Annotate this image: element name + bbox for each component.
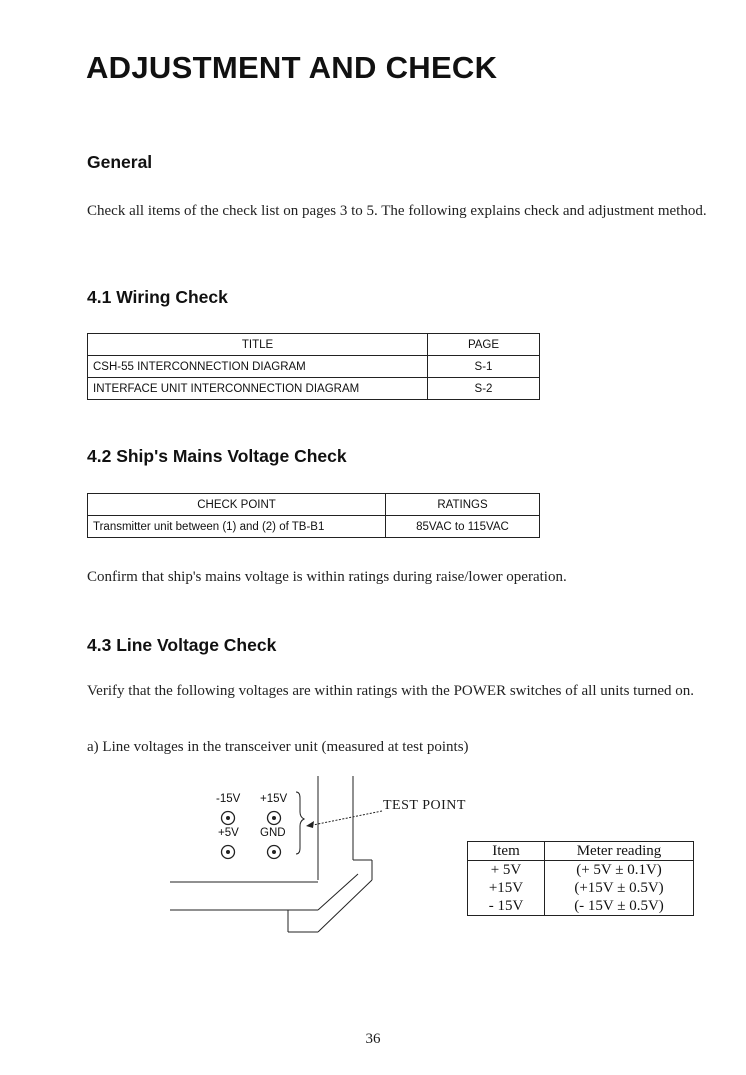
- table-cell: 85VAC to 115VAC: [386, 516, 540, 538]
- table-header-row: [468, 842, 694, 861]
- line-sub-paragraph: a) Line voltages in the transceiver unit (measured at test points): [87, 739, 469, 755]
- table-header-cell: PAGE: [428, 334, 540, 356]
- table-cell: (+ 5V ± 0.1V): [545, 861, 694, 880]
- table-cell: +15V: [468, 879, 545, 897]
- section-heading-line: 4.3 Line Voltage Check: [87, 635, 277, 655]
- table-header-cell: Item: [468, 842, 545, 861]
- mains-note: Confirm that ship's mains voltage is within ratings during raise/lower operation.: [87, 569, 567, 585]
- table-header-cell: TITLE: [88, 334, 428, 356]
- table-header-row: [88, 334, 540, 356]
- table-header-row: [88, 494, 540, 516]
- table-row: [468, 897, 694, 916]
- section-heading-wiring: 4.1 Wiring Check: [87, 287, 228, 307]
- test-point-label: GND: [260, 827, 286, 839]
- table-cell: INTERFACE UNIT INTERCONNECTION DIAGRAM: [88, 378, 428, 400]
- table-row: [468, 879, 694, 897]
- table-header-cell: Meter reading: [545, 842, 694, 861]
- table-row: [88, 378, 540, 400]
- table-cell: (- 15V ± 0.5V): [545, 897, 694, 916]
- table-cell: S-2: [428, 378, 540, 400]
- test-point-diagram: [160, 770, 480, 940]
- table-cell: Transmitter unit between (1) and (2) of TB-B1: [88, 516, 386, 538]
- table-header-cell: CHECK POINT: [88, 494, 386, 516]
- diagram-lines: [160, 770, 480, 940]
- test-point-label: +5V: [218, 827, 239, 839]
- table-cell: (+15V ± 0.5V): [545, 879, 694, 897]
- page-title: ADJUSTMENT AND CHECK: [86, 50, 498, 85]
- table-cell: - 15V: [468, 897, 545, 916]
- general-paragraph: Check all items of the check list on pages 3 to 5. The following explains check and adjustment method.: [87, 203, 707, 219]
- test-point-callout: TEST POINT: [383, 798, 466, 813]
- section-heading-mains: 4.2 Ship's Mains Voltage Check: [87, 446, 347, 466]
- section-heading-general: General: [87, 152, 153, 172]
- table-row: [88, 516, 540, 538]
- table-row: [468, 861, 694, 880]
- table-header-cell: RATINGS: [386, 494, 540, 516]
- meter-table: [467, 841, 694, 916]
- table-row: [88, 356, 540, 378]
- page-number: 36: [365, 1031, 381, 1047]
- table-cell: S-1: [428, 356, 540, 378]
- test-point-label: +15V: [260, 793, 288, 805]
- test-point-label: -15V: [216, 793, 241, 805]
- mains-table: [87, 493, 540, 538]
- line-paragraph: Verify that the following voltages are within ratings with the POWER switches of all units turned on.: [87, 683, 694, 699]
- wiring-table: [87, 333, 540, 400]
- table-cell: CSH-55 INTERCONNECTION DIAGRAM: [88, 356, 428, 378]
- table-cell: + 5V: [468, 861, 545, 880]
